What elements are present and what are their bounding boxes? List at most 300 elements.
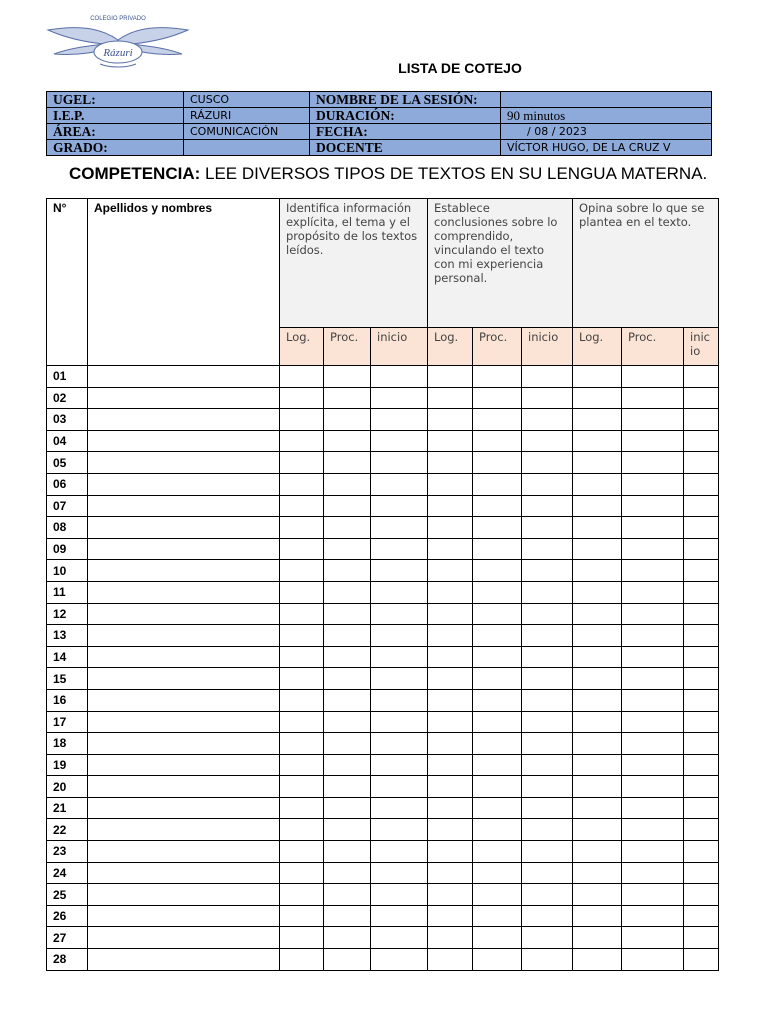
level-check-cell[interactable] xyxy=(473,430,522,452)
table-row xyxy=(47,905,719,927)
level-check-cell[interactable] xyxy=(371,430,428,452)
level-check-cell[interactable] xyxy=(522,366,573,388)
level-check-cell[interactable] xyxy=(473,581,522,603)
student-name-cell[interactable] xyxy=(88,538,280,560)
level-check-cell[interactable] xyxy=(684,538,719,560)
level-check-cell[interactable] xyxy=(324,884,371,906)
level-check-cell[interactable] xyxy=(371,538,428,560)
student-name-cell[interactable] xyxy=(88,668,280,690)
level-check-cell[interactable] xyxy=(684,711,719,733)
level-check-cell[interactable] xyxy=(371,884,428,906)
level-check-cell[interactable] xyxy=(684,797,719,819)
level-check-cell[interactable] xyxy=(324,905,371,927)
level-check-cell[interactable] xyxy=(428,711,473,733)
level-check-cell[interactable] xyxy=(522,819,573,841)
level-header: inicio xyxy=(522,328,573,366)
level-check-cell[interactable] xyxy=(324,538,371,560)
level-check-cell[interactable] xyxy=(324,819,371,841)
level-check-cell[interactable] xyxy=(324,754,371,776)
level-check-cell[interactable] xyxy=(522,517,573,539)
level-check-cell[interactable] xyxy=(280,603,324,625)
level-check-cell[interactable] xyxy=(280,754,324,776)
level-check-cell[interactable] xyxy=(428,560,473,582)
level-check-cell[interactable] xyxy=(280,387,324,409)
level-check-cell[interactable] xyxy=(428,646,473,668)
level-check-cell[interactable] xyxy=(428,905,473,927)
level-check-cell[interactable] xyxy=(428,862,473,884)
level-check-cell[interactable] xyxy=(280,689,324,711)
level-check-cell[interactable] xyxy=(428,495,473,517)
session-name-value xyxy=(501,92,712,108)
level-check-cell[interactable] xyxy=(573,473,622,495)
level-check-cell[interactable] xyxy=(280,862,324,884)
level-check-cell[interactable] xyxy=(684,625,719,647)
level-check-cell[interactable] xyxy=(522,754,573,776)
student-name-cell[interactable] xyxy=(88,603,280,625)
level-check-cell[interactable] xyxy=(324,733,371,755)
level-check-cell[interactable] xyxy=(522,776,573,798)
level-check-cell[interactable] xyxy=(622,366,684,388)
level-check-cell[interactable] xyxy=(522,538,573,560)
level-check-cell[interactable] xyxy=(371,495,428,517)
level-check-cell[interactable] xyxy=(280,366,324,388)
level-check-cell[interactable] xyxy=(280,409,324,431)
level-check-cell[interactable] xyxy=(684,646,719,668)
level-check-cell[interactable] xyxy=(428,603,473,625)
level-check-cell[interactable] xyxy=(573,711,622,733)
level-check-cell[interactable] xyxy=(428,387,473,409)
level-check-cell[interactable] xyxy=(622,819,684,841)
level-check-cell[interactable] xyxy=(280,776,324,798)
level-check-cell[interactable] xyxy=(573,430,622,452)
row-number: 28 xyxy=(47,949,88,971)
level-check-cell[interactable] xyxy=(371,473,428,495)
row-number: 04 xyxy=(47,430,88,452)
svg-text:COLEGIO PRIVADO: COLEGIO PRIVADO xyxy=(90,16,146,22)
level-check-cell[interactable] xyxy=(684,409,719,431)
student-name-cell[interactable] xyxy=(88,581,280,603)
level-check-cell[interactable] xyxy=(573,646,622,668)
area-value: COMUNICACIÓN xyxy=(184,124,310,140)
level-check-cell[interactable] xyxy=(573,538,622,560)
level-header: inicio xyxy=(371,328,428,366)
level-check-cell[interactable] xyxy=(371,797,428,819)
level-check-cell[interactable] xyxy=(371,517,428,539)
level-check-cell[interactable] xyxy=(473,841,522,863)
level-check-cell[interactable] xyxy=(522,625,573,647)
level-check-cell[interactable] xyxy=(522,387,573,409)
level-check-cell[interactable] xyxy=(573,884,622,906)
level-check-cell[interactable] xyxy=(573,452,622,474)
level-check-cell[interactable] xyxy=(573,905,622,927)
level-check-cell[interactable] xyxy=(573,603,622,625)
level-check-cell[interactable] xyxy=(428,733,473,755)
level-check-cell[interactable] xyxy=(371,733,428,755)
student-name-cell[interactable] xyxy=(88,797,280,819)
level-check-cell[interactable] xyxy=(371,646,428,668)
level-check-cell[interactable] xyxy=(324,927,371,949)
level-check-cell[interactable] xyxy=(371,927,428,949)
level-check-cell[interactable] xyxy=(473,646,522,668)
level-check-cell[interactable] xyxy=(371,603,428,625)
level-check-cell[interactable] xyxy=(280,905,324,927)
student-name-cell[interactable] xyxy=(88,430,280,452)
level-check-cell[interactable] xyxy=(428,841,473,863)
level-check-cell[interactable] xyxy=(684,776,719,798)
level-check-cell[interactable] xyxy=(428,819,473,841)
level-check-cell[interactable] xyxy=(280,430,324,452)
level-check-cell[interactable] xyxy=(622,733,684,755)
level-check-cell[interactable] xyxy=(522,409,573,431)
student-name-cell[interactable] xyxy=(88,409,280,431)
level-check-cell[interactable] xyxy=(684,949,719,971)
level-check-cell[interactable] xyxy=(622,776,684,798)
level-check-cell[interactable] xyxy=(324,473,371,495)
level-check-cell[interactable] xyxy=(324,949,371,971)
level-check-cell[interactable] xyxy=(371,387,428,409)
level-check-cell[interactable] xyxy=(522,452,573,474)
level-check-cell[interactable] xyxy=(280,927,324,949)
level-check-cell[interactable] xyxy=(622,495,684,517)
level-check-cell[interactable] xyxy=(324,603,371,625)
row-number: 14 xyxy=(47,646,88,668)
level-check-cell[interactable] xyxy=(428,754,473,776)
level-check-cell[interactable] xyxy=(622,646,684,668)
level-check-cell[interactable] xyxy=(324,841,371,863)
level-check-cell[interactable] xyxy=(573,776,622,798)
level-check-cell[interactable] xyxy=(473,409,522,431)
level-check-cell[interactable] xyxy=(428,797,473,819)
level-check-cell[interactable] xyxy=(622,560,684,582)
level-check-cell[interactable] xyxy=(522,884,573,906)
level-check-cell[interactable] xyxy=(522,927,573,949)
student-name-cell[interactable] xyxy=(88,884,280,906)
level-check-cell[interactable] xyxy=(684,581,719,603)
level-check-cell[interactable] xyxy=(573,689,622,711)
level-check-cell[interactable] xyxy=(324,625,371,647)
level-check-cell[interactable] xyxy=(573,495,622,517)
student-name-cell[interactable] xyxy=(88,366,280,388)
student-name-cell[interactable] xyxy=(88,625,280,647)
level-check-cell[interactable] xyxy=(473,473,522,495)
level-check-cell[interactable] xyxy=(473,668,522,690)
level-check-cell[interactable] xyxy=(473,927,522,949)
level-check-cell[interactable] xyxy=(573,797,622,819)
level-check-cell[interactable] xyxy=(428,625,473,647)
level-check-cell[interactable] xyxy=(573,581,622,603)
level-check-cell[interactable] xyxy=(371,905,428,927)
student-name-cell[interactable] xyxy=(88,517,280,539)
level-check-cell[interactable] xyxy=(473,884,522,906)
level-check-cell[interactable] xyxy=(622,409,684,431)
student-name-cell[interactable] xyxy=(88,473,280,495)
column-name-header: Apellidos y nombres xyxy=(88,199,280,366)
level-check-cell[interactable] xyxy=(371,819,428,841)
row-number: 27 xyxy=(47,927,88,949)
level-check-cell[interactable] xyxy=(473,862,522,884)
level-check-cell[interactable] xyxy=(280,797,324,819)
level-check-cell[interactable] xyxy=(522,560,573,582)
level-check-cell[interactable] xyxy=(622,517,684,539)
level-check-cell[interactable] xyxy=(428,949,473,971)
level-check-cell[interactable] xyxy=(573,517,622,539)
level-check-cell[interactable] xyxy=(280,668,324,690)
level-check-cell[interactable] xyxy=(522,711,573,733)
level-check-cell[interactable] xyxy=(280,884,324,906)
level-check-cell[interactable] xyxy=(522,949,573,971)
level-check-cell[interactable] xyxy=(473,689,522,711)
level-check-cell[interactable] xyxy=(522,603,573,625)
level-check-cell[interactable] xyxy=(473,517,522,539)
level-check-cell[interactable] xyxy=(280,473,324,495)
level-check-cell[interactable] xyxy=(473,560,522,582)
level-check-cell[interactable] xyxy=(684,754,719,776)
student-name-cell[interactable] xyxy=(88,927,280,949)
level-check-cell[interactable] xyxy=(684,733,719,755)
level-check-cell[interactable] xyxy=(522,668,573,690)
level-check-cell[interactable] xyxy=(573,841,622,863)
level-check-cell[interactable] xyxy=(428,366,473,388)
level-check-cell[interactable] xyxy=(522,797,573,819)
student-name-cell[interactable] xyxy=(88,560,280,582)
level-check-cell[interactable] xyxy=(573,560,622,582)
student-name-cell[interactable] xyxy=(88,711,280,733)
level-check-cell[interactable] xyxy=(428,430,473,452)
level-check-cell[interactable] xyxy=(473,797,522,819)
level-check-cell[interactable] xyxy=(622,797,684,819)
level-check-cell[interactable] xyxy=(622,862,684,884)
level-check-cell[interactable] xyxy=(280,452,324,474)
level-check-cell[interactable] xyxy=(371,862,428,884)
level-check-cell[interactable] xyxy=(371,625,428,647)
level-check-cell[interactable] xyxy=(280,733,324,755)
level-check-cell[interactable] xyxy=(371,581,428,603)
level-check-cell[interactable] xyxy=(473,819,522,841)
student-name-cell[interactable] xyxy=(88,689,280,711)
level-check-cell[interactable] xyxy=(324,581,371,603)
level-check-cell[interactable] xyxy=(324,646,371,668)
level-check-cell[interactable] xyxy=(684,387,719,409)
level-check-cell[interactable] xyxy=(473,733,522,755)
level-check-cell[interactable] xyxy=(522,495,573,517)
level-check-cell[interactable] xyxy=(684,668,719,690)
level-check-cell[interactable] xyxy=(573,733,622,755)
level-check-cell[interactable] xyxy=(473,905,522,927)
level-check-cell[interactable] xyxy=(371,366,428,388)
level-check-cell[interactable] xyxy=(473,452,522,474)
level-check-cell[interactable] xyxy=(324,668,371,690)
level-check-cell[interactable] xyxy=(371,841,428,863)
level-check-cell[interactable] xyxy=(324,452,371,474)
table-row xyxy=(47,581,719,603)
level-check-cell[interactable] xyxy=(280,949,324,971)
level-check-cell[interactable] xyxy=(684,560,719,582)
level-check-cell[interactable] xyxy=(324,862,371,884)
level-check-cell[interactable] xyxy=(280,517,324,539)
level-check-cell[interactable] xyxy=(324,495,371,517)
level-check-cell[interactable] xyxy=(684,927,719,949)
level-check-cell[interactable] xyxy=(573,409,622,431)
student-name-cell[interactable] xyxy=(88,733,280,755)
level-check-cell[interactable] xyxy=(684,689,719,711)
level-check-cell[interactable] xyxy=(684,517,719,539)
level-check-cell[interactable] xyxy=(684,603,719,625)
student-name-cell[interactable] xyxy=(88,819,280,841)
level-check-cell[interactable] xyxy=(473,495,522,517)
level-check-cell[interactable] xyxy=(428,689,473,711)
level-check-cell[interactable] xyxy=(573,625,622,647)
student-name-cell[interactable] xyxy=(88,841,280,863)
level-check-cell[interactable] xyxy=(622,538,684,560)
level-check-cell[interactable] xyxy=(371,754,428,776)
table-row xyxy=(47,754,719,776)
level-check-cell[interactable] xyxy=(473,603,522,625)
level-check-cell[interactable] xyxy=(622,603,684,625)
level-check-cell[interactable] xyxy=(371,711,428,733)
table-row xyxy=(47,776,719,798)
level-check-cell[interactable] xyxy=(473,711,522,733)
level-check-cell[interactable] xyxy=(622,473,684,495)
level-check-cell[interactable] xyxy=(371,409,428,431)
level-check-cell[interactable] xyxy=(684,862,719,884)
level-check-cell[interactable] xyxy=(428,517,473,539)
level-check-cell[interactable] xyxy=(371,689,428,711)
student-name-cell[interactable] xyxy=(88,387,280,409)
level-check-cell[interactable] xyxy=(573,387,622,409)
level-check-cell[interactable] xyxy=(473,776,522,798)
level-check-cell[interactable] xyxy=(622,905,684,927)
level-check-cell[interactable] xyxy=(371,560,428,582)
level-check-cell[interactable] xyxy=(573,366,622,388)
level-check-cell[interactable] xyxy=(324,366,371,388)
level-check-cell[interactable] xyxy=(324,517,371,539)
level-check-cell[interactable] xyxy=(573,862,622,884)
level-check-cell[interactable] xyxy=(371,776,428,798)
student-name-cell[interactable] xyxy=(88,862,280,884)
level-check-cell[interactable] xyxy=(280,581,324,603)
level-check-cell[interactable] xyxy=(684,366,719,388)
level-check-cell[interactable] xyxy=(324,776,371,798)
level-check-cell[interactable] xyxy=(428,581,473,603)
level-check-cell[interactable] xyxy=(684,819,719,841)
level-check-cell[interactable] xyxy=(428,473,473,495)
level-check-cell[interactable] xyxy=(622,452,684,474)
level-check-cell[interactable] xyxy=(622,927,684,949)
level-check-cell[interactable] xyxy=(622,430,684,452)
level-check-cell[interactable] xyxy=(522,689,573,711)
level-check-cell[interactable] xyxy=(324,689,371,711)
student-name-cell[interactable] xyxy=(88,646,280,668)
level-check-cell[interactable] xyxy=(522,646,573,668)
level-check-cell[interactable] xyxy=(428,927,473,949)
level-check-cell[interactable] xyxy=(522,581,573,603)
student-name-cell[interactable] xyxy=(88,905,280,927)
level-check-cell[interactable] xyxy=(622,711,684,733)
level-check-cell[interactable] xyxy=(428,409,473,431)
level-check-cell[interactable] xyxy=(684,430,719,452)
level-check-cell[interactable] xyxy=(522,862,573,884)
level-check-cell[interactable] xyxy=(473,949,522,971)
level-check-cell[interactable] xyxy=(684,495,719,517)
level-check-cell[interactable] xyxy=(684,841,719,863)
level-check-cell[interactable] xyxy=(280,819,324,841)
level-check-cell[interactable] xyxy=(473,754,522,776)
level-check-cell[interactable] xyxy=(573,949,622,971)
student-name-cell[interactable] xyxy=(88,754,280,776)
level-check-cell[interactable] xyxy=(622,387,684,409)
level-check-cell[interactable] xyxy=(622,884,684,906)
level-check-cell[interactable] xyxy=(280,711,324,733)
level-check-cell[interactable] xyxy=(622,689,684,711)
level-check-cell[interactable] xyxy=(684,905,719,927)
table-row xyxy=(47,646,719,668)
level-check-cell[interactable] xyxy=(684,452,719,474)
level-check-cell[interactable] xyxy=(428,538,473,560)
level-check-cell[interactable] xyxy=(622,625,684,647)
level-check-cell[interactable] xyxy=(473,538,522,560)
level-check-cell[interactable] xyxy=(371,949,428,971)
level-check-cell[interactable] xyxy=(428,884,473,906)
student-name-cell[interactable] xyxy=(88,452,280,474)
student-name-cell[interactable] xyxy=(88,949,280,971)
level-check-cell[interactable] xyxy=(324,387,371,409)
level-check-cell[interactable] xyxy=(473,387,522,409)
level-check-cell[interactable] xyxy=(622,668,684,690)
level-check-cell[interactable] xyxy=(324,797,371,819)
row-number: 20 xyxy=(47,776,88,798)
level-check-cell[interactable] xyxy=(324,711,371,733)
level-check-cell[interactable] xyxy=(573,819,622,841)
level-check-cell[interactable] xyxy=(324,430,371,452)
level-check-cell[interactable] xyxy=(573,668,622,690)
level-check-cell[interactable] xyxy=(428,776,473,798)
level-check-cell[interactable] xyxy=(280,495,324,517)
level-check-cell[interactable] xyxy=(622,949,684,971)
level-check-cell[interactable] xyxy=(684,884,719,906)
level-check-cell[interactable] xyxy=(473,625,522,647)
level-check-cell[interactable] xyxy=(280,646,324,668)
level-check-cell[interactable] xyxy=(324,409,371,431)
level-header: Log. xyxy=(428,328,473,366)
level-check-cell[interactable] xyxy=(324,560,371,582)
level-check-cell[interactable] xyxy=(684,473,719,495)
level-check-cell[interactable] xyxy=(522,733,573,755)
level-check-cell[interactable] xyxy=(371,452,428,474)
level-check-cell[interactable] xyxy=(573,927,622,949)
student-name-cell[interactable] xyxy=(88,776,280,798)
level-check-cell[interactable] xyxy=(473,366,522,388)
level-check-cell[interactable] xyxy=(522,905,573,927)
level-check-cell[interactable] xyxy=(522,430,573,452)
student-name-cell[interactable] xyxy=(88,495,280,517)
level-check-cell[interactable] xyxy=(622,754,684,776)
level-check-cell[interactable] xyxy=(280,625,324,647)
level-check-cell[interactable] xyxy=(280,841,324,863)
row-number: 05 xyxy=(47,452,88,474)
level-check-cell[interactable] xyxy=(280,560,324,582)
table-row xyxy=(47,473,719,495)
level-check-cell[interactable] xyxy=(522,841,573,863)
level-check-cell[interactable] xyxy=(428,668,473,690)
level-check-cell[interactable] xyxy=(622,841,684,863)
level-check-cell[interactable] xyxy=(522,473,573,495)
level-check-cell[interactable] xyxy=(280,538,324,560)
level-check-cell[interactable] xyxy=(428,452,473,474)
level-check-cell[interactable] xyxy=(371,668,428,690)
iep-label: I.E.P. xyxy=(47,108,184,124)
level-check-cell[interactable] xyxy=(622,581,684,603)
level-check-cell[interactable] xyxy=(573,754,622,776)
